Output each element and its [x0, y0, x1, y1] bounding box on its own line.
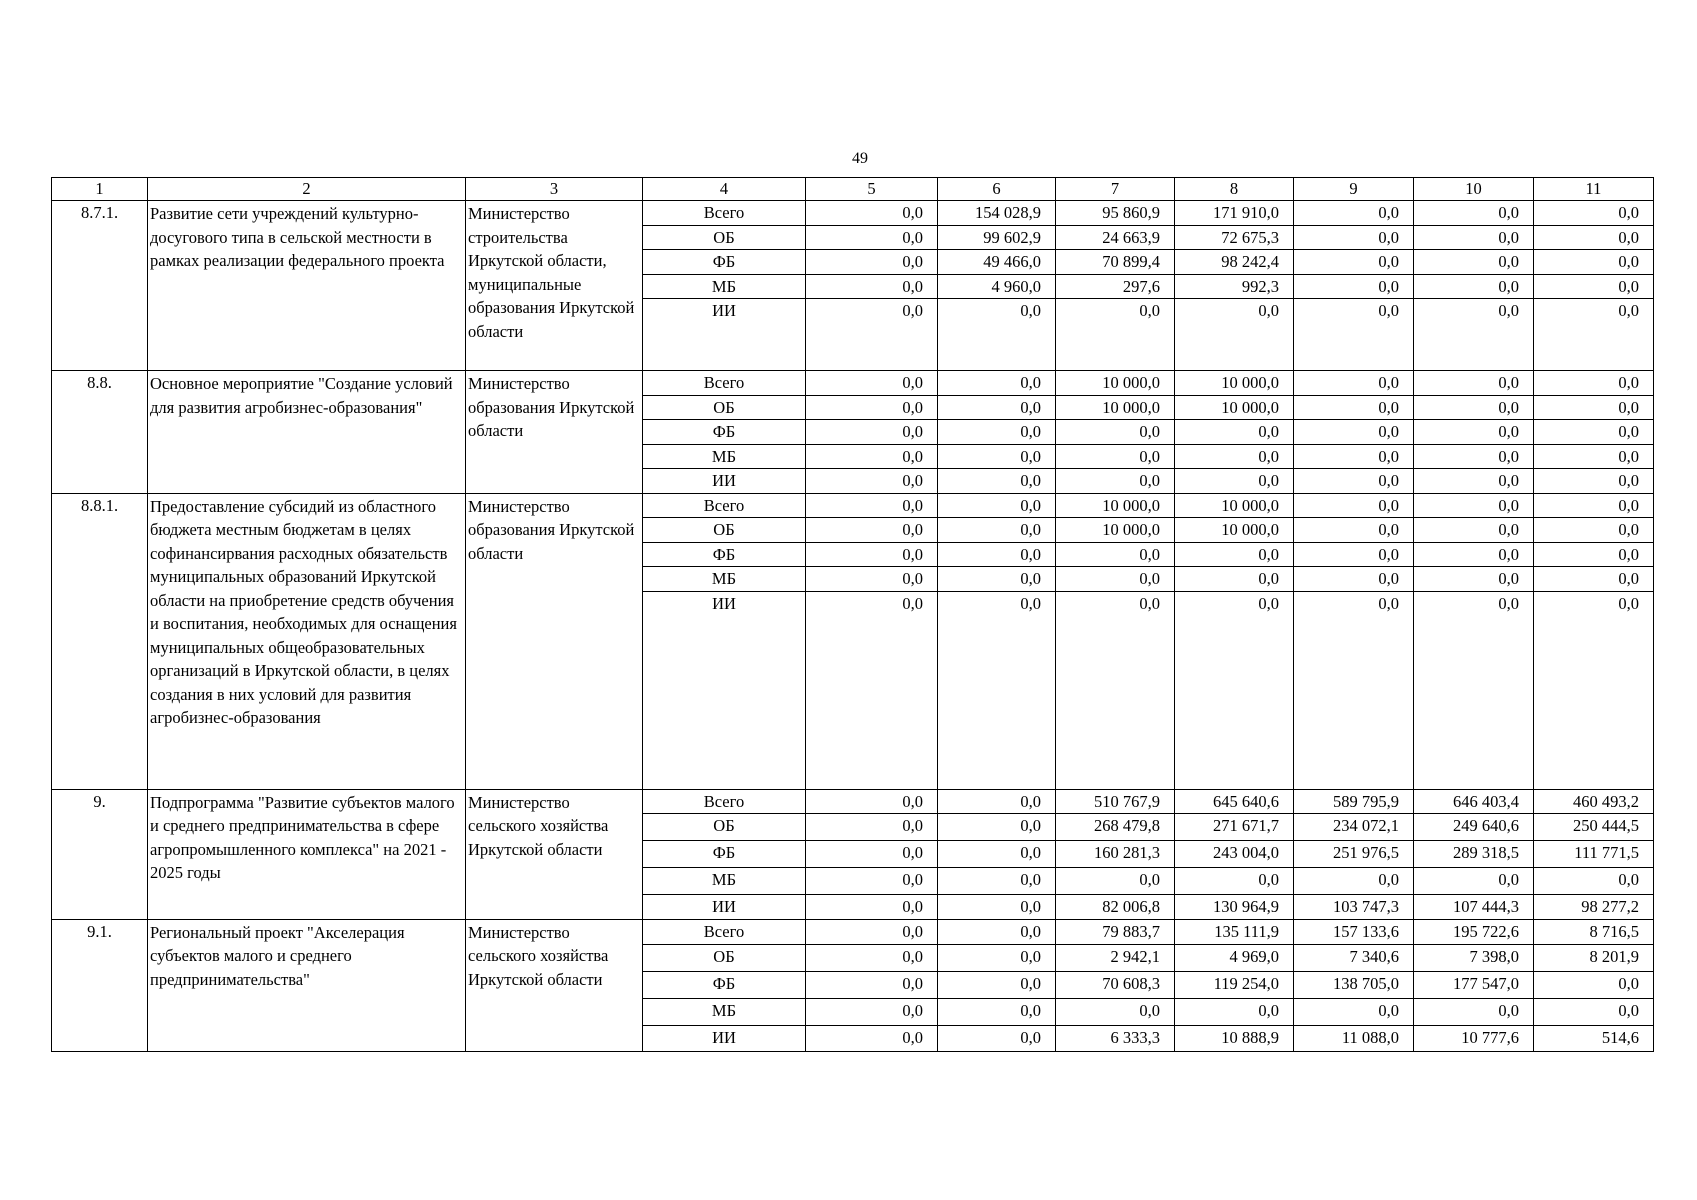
amount-cell: 0,0 — [806, 789, 938, 814]
table-row — [52, 493, 1654, 518]
amount-cell: 0,0 — [1294, 201, 1414, 226]
amount-cell: 0,0 — [1294, 469, 1414, 494]
table-header — [52, 178, 1654, 201]
amount-cell: 0,0 — [1534, 371, 1654, 396]
item-number: 8.7.1. — [52, 201, 148, 371]
amount-cell: 0,0 — [1534, 493, 1654, 518]
amount-cell: 460 493,2 — [1534, 789, 1654, 814]
amount-cell: 0,0 — [806, 895, 938, 920]
amount-cell: 95 860,9 — [1056, 201, 1175, 226]
funding-source: МБ — [643, 868, 806, 895]
responsible-executor: Министерство строительства Иркутской области, муниципальные образования Иркутской области — [466, 201, 643, 371]
amount-cell: 289 318,5 — [1414, 841, 1534, 868]
amount-cell: 103 747,3 — [1294, 895, 1414, 920]
amount-cell: 0,0 — [1294, 274, 1414, 299]
amount-cell: 138 705,0 — [1294, 971, 1414, 998]
amount-cell: 11 088,0 — [1294, 1025, 1414, 1051]
amount-cell: 0,0 — [1414, 444, 1534, 469]
amount-cell: 0,0 — [806, 1025, 938, 1051]
amount-cell: 0,0 — [1294, 371, 1414, 396]
amount-cell: 0,0 — [1534, 591, 1654, 789]
amount-cell: 10 000,0 — [1175, 371, 1294, 396]
amount-cell: 157 133,6 — [1294, 919, 1414, 944]
amount-cell: 0,0 — [806, 841, 938, 868]
amount-cell: 10 000,0 — [1175, 493, 1294, 518]
item-name: Подпрограмма "Развитие субъектов малого и среднего предпринимательства в сфере агропромышленного комплекса" на 2021 - 2025 годы — [148, 789, 466, 919]
amount-cell: 160 281,3 — [1056, 841, 1175, 868]
amount-cell: 0,0 — [938, 567, 1056, 592]
amount-cell: 0,0 — [1534, 225, 1654, 250]
responsible-executor: Министерство сельского хозяйства Иркутской области — [466, 919, 643, 1051]
amount-cell: 0,0 — [1294, 420, 1414, 445]
header-row — [52, 178, 1654, 201]
amount-cell: 0,0 — [1414, 395, 1534, 420]
funding-source: ИИ — [643, 591, 806, 789]
amount-cell: 107 444,3 — [1414, 895, 1534, 920]
amount-cell: 0,0 — [938, 542, 1056, 567]
amount-cell: 0,0 — [1175, 868, 1294, 895]
amount-cell: 0,0 — [1414, 225, 1534, 250]
amount-cell: 0,0 — [938, 493, 1056, 518]
amount-cell: 0,0 — [1414, 493, 1534, 518]
amount-cell: 0,0 — [806, 567, 938, 592]
amount-cell: 0,0 — [1414, 591, 1534, 789]
amount-cell: 99 602,9 — [938, 225, 1056, 250]
funding-source: ФБ — [643, 542, 806, 567]
amount-cell: 0,0 — [1414, 567, 1534, 592]
amount-cell: 98 242,4 — [1175, 250, 1294, 275]
amount-cell: 0,0 — [1414, 868, 1534, 895]
amount-cell: 195 722,6 — [1414, 919, 1534, 944]
amount-cell: 646 403,4 — [1414, 789, 1534, 814]
amount-cell: 0,0 — [1294, 299, 1414, 371]
amount-cell: 0,0 — [1534, 201, 1654, 226]
amount-cell: 8 716,5 — [1534, 919, 1654, 944]
column-header: 10 — [1414, 178, 1534, 201]
amount-cell: 0,0 — [1056, 591, 1175, 789]
amount-cell: 0,0 — [806, 998, 938, 1025]
amount-cell: 6 333,3 — [1056, 1025, 1175, 1051]
amount-cell: 111 771,5 — [1534, 841, 1654, 868]
amount-cell: 250 444,5 — [1534, 814, 1654, 841]
funding-source: Всего — [643, 201, 806, 226]
amount-cell: 0,0 — [1056, 868, 1175, 895]
amount-cell: 0,0 — [938, 944, 1056, 971]
amount-cell: 0,0 — [1294, 395, 1414, 420]
amount-cell: 10 000,0 — [1056, 493, 1175, 518]
column-header: 6 — [938, 178, 1056, 201]
funding-source: ОБ — [643, 814, 806, 841]
funding-source: ФБ — [643, 971, 806, 998]
column-header: 7 — [1056, 178, 1175, 201]
amount-cell: 0,0 — [1294, 225, 1414, 250]
amount-cell: 0,0 — [806, 444, 938, 469]
amount-cell: 0,0 — [1414, 469, 1534, 494]
amount-cell: 234 072,1 — [1294, 814, 1414, 841]
funding-source: Всего — [643, 789, 806, 814]
amount-cell: 0,0 — [1175, 420, 1294, 445]
amount-cell: 243 004,0 — [1175, 841, 1294, 868]
amount-cell: 0,0 — [1294, 542, 1414, 567]
amount-cell: 7 398,0 — [1414, 944, 1534, 971]
amount-cell: 0,0 — [938, 1025, 1056, 1051]
amount-cell: 0,0 — [1056, 469, 1175, 494]
amount-cell: 2 942,1 — [1056, 944, 1175, 971]
amount-cell: 24 663,9 — [1056, 225, 1175, 250]
funding-source: ИИ — [643, 299, 806, 371]
amount-cell: 0,0 — [1534, 868, 1654, 895]
amount-cell: 10 000,0 — [1056, 395, 1175, 420]
amount-cell: 10 888,9 — [1175, 1025, 1294, 1051]
amount-cell: 0,0 — [938, 814, 1056, 841]
amount-cell: 0,0 — [938, 789, 1056, 814]
item-name: Основное мероприятие "Создание условий для развития агробизнес-образования" — [148, 371, 466, 494]
amount-cell: 0,0 — [1414, 201, 1534, 226]
amount-cell: 0,0 — [1294, 567, 1414, 592]
funding-source: ОБ — [643, 944, 806, 971]
column-header: 4 — [643, 178, 806, 201]
amount-cell: 0,0 — [1056, 299, 1175, 371]
column-header: 9 — [1294, 178, 1414, 201]
funding-source: Всего — [643, 371, 806, 396]
table-row — [52, 371, 1654, 396]
amount-cell: 10 000,0 — [1056, 518, 1175, 543]
amount-cell: 0,0 — [806, 868, 938, 895]
amount-cell: 0,0 — [1175, 299, 1294, 371]
amount-cell: 10 000,0 — [1175, 395, 1294, 420]
amount-cell: 0,0 — [1534, 469, 1654, 494]
amount-cell: 0,0 — [938, 518, 1056, 543]
item-number: 8.8.1. — [52, 493, 148, 789]
item-name: Предоставление субсидий из областного бюджета местным бюджетам в целях софинансирвания расходных обязательств муниципальных образований Иркутской области на приобретение средств обучения и воспитания, необходимых для оснащения муниципальных общеобразовательных организаций в Иркутской области, в целях создания в них условий для развития агробизнес-образования — [148, 493, 466, 789]
amount-cell: 0,0 — [1294, 444, 1414, 469]
amount-cell: 0,0 — [938, 371, 1056, 396]
funding-source: ИИ — [643, 469, 806, 494]
amount-cell: 0,0 — [806, 250, 938, 275]
amount-cell: 0,0 — [806, 944, 938, 971]
item-number: 9.1. — [52, 919, 148, 1051]
amount-cell: 0,0 — [1175, 591, 1294, 789]
funding-source: МБ — [643, 444, 806, 469]
budget-table — [51, 177, 1654, 1052]
amount-cell: 130 964,9 — [1175, 895, 1294, 920]
amount-cell: 10 000,0 — [1056, 371, 1175, 396]
amount-cell: 0,0 — [1414, 299, 1534, 371]
amount-cell: 0,0 — [1294, 493, 1414, 518]
amount-cell: 0,0 — [1294, 250, 1414, 275]
amount-cell: 4 960,0 — [938, 274, 1056, 299]
amount-cell: 645 640,6 — [1175, 789, 1294, 814]
funding-source: ФБ — [643, 841, 806, 868]
amount-cell: 0,0 — [938, 395, 1056, 420]
item-name: Развитие сети учреждений культурно-досугового типа в сельской местности в рамках реализации федерального проекта — [148, 201, 466, 371]
amount-cell: 0,0 — [1414, 518, 1534, 543]
funding-source: Всего — [643, 919, 806, 944]
amount-cell: 271 671,7 — [1175, 814, 1294, 841]
responsible-executor: Министерство сельского хозяйства Иркутской области — [466, 789, 643, 919]
amount-cell: 0,0 — [938, 919, 1056, 944]
amount-cell: 0,0 — [806, 493, 938, 518]
column-header: 1 — [52, 178, 148, 201]
amount-cell: 0,0 — [1534, 420, 1654, 445]
table-body — [52, 201, 1654, 1052]
page-number: 49 — [852, 150, 868, 167]
amount-cell: 0,0 — [1534, 518, 1654, 543]
item-number: 8.8. — [52, 371, 148, 494]
table-row — [52, 201, 1654, 226]
table-row — [52, 919, 1654, 944]
amount-cell: 0,0 — [938, 971, 1056, 998]
amount-cell: 0,0 — [1414, 250, 1534, 275]
amount-cell: 0,0 — [1414, 542, 1534, 567]
amount-cell: 0,0 — [1056, 444, 1175, 469]
funding-source: МБ — [643, 274, 806, 299]
amount-cell: 0,0 — [1175, 998, 1294, 1025]
amount-cell: 0,0 — [1534, 395, 1654, 420]
amount-cell: 98 277,2 — [1534, 895, 1654, 920]
amount-cell: 0,0 — [1534, 250, 1654, 275]
amount-cell: 0,0 — [1056, 567, 1175, 592]
amount-cell: 0,0 — [1294, 998, 1414, 1025]
amount-cell: 0,0 — [1175, 542, 1294, 567]
amount-cell: 0,0 — [806, 814, 938, 841]
funding-source: ОБ — [643, 395, 806, 420]
amount-cell: 589 795,9 — [1294, 789, 1414, 814]
amount-cell: 0,0 — [1534, 998, 1654, 1025]
amount-cell: 0,0 — [1175, 444, 1294, 469]
amount-cell: 0,0 — [1175, 567, 1294, 592]
amount-cell: 135 111,9 — [1175, 919, 1294, 944]
amount-cell: 0,0 — [1534, 274, 1654, 299]
funding-source: ИИ — [643, 1025, 806, 1051]
amount-cell: 268 479,8 — [1056, 814, 1175, 841]
amount-cell: 177 547,0 — [1414, 971, 1534, 998]
amount-cell: 82 006,8 — [1056, 895, 1175, 920]
amount-cell: 10 000,0 — [1175, 518, 1294, 543]
amount-cell: 0,0 — [938, 841, 1056, 868]
column-header: 2 — [148, 178, 466, 201]
amount-cell: 0,0 — [806, 518, 938, 543]
column-header: 5 — [806, 178, 938, 201]
amount-cell: 0,0 — [938, 469, 1056, 494]
amount-cell: 79 883,7 — [1056, 919, 1175, 944]
amount-cell: 0,0 — [1294, 591, 1414, 789]
funding-source: ОБ — [643, 225, 806, 250]
responsible-executor: Министерство образования Иркутской области — [466, 493, 643, 789]
amount-cell: 0,0 — [938, 998, 1056, 1025]
funding-source: ИИ — [643, 895, 806, 920]
amount-cell: 0,0 — [1414, 420, 1534, 445]
amount-cell: 0,0 — [806, 542, 938, 567]
amount-cell: 0,0 — [806, 274, 938, 299]
amount-cell: 0,0 — [1534, 542, 1654, 567]
amount-cell: 154 028,9 — [938, 201, 1056, 226]
amount-cell: 514,6 — [1534, 1025, 1654, 1051]
amount-cell: 4 969,0 — [1175, 944, 1294, 971]
amount-cell: 0,0 — [938, 591, 1056, 789]
item-number: 9. — [52, 789, 148, 919]
amount-cell: 0,0 — [938, 420, 1056, 445]
amount-cell: 249 640,6 — [1414, 814, 1534, 841]
amount-cell: 0,0 — [1294, 518, 1414, 543]
amount-cell: 0,0 — [1056, 542, 1175, 567]
amount-cell: 0,0 — [1534, 567, 1654, 592]
amount-cell: 251 976,5 — [1294, 841, 1414, 868]
amount-cell: 0,0 — [806, 225, 938, 250]
amount-cell: 0,0 — [806, 201, 938, 226]
amount-cell: 0,0 — [806, 971, 938, 998]
amount-cell: 8 201,9 — [1534, 944, 1654, 971]
amount-cell: 0,0 — [1056, 420, 1175, 445]
amount-cell: 10 777,6 — [1414, 1025, 1534, 1051]
column-header: 11 — [1534, 178, 1654, 201]
funding-source: МБ — [643, 567, 806, 592]
amount-cell: 0,0 — [806, 591, 938, 789]
amount-cell: 0,0 — [938, 868, 1056, 895]
item-name: Региональный проект "Акселерация субъектов малого и среднего предпринимательства" — [148, 919, 466, 1051]
amount-cell: 0,0 — [1056, 998, 1175, 1025]
amount-cell: 0,0 — [806, 299, 938, 371]
amount-cell: 171 910,0 — [1175, 201, 1294, 226]
funding-source: Всего — [643, 493, 806, 518]
amount-cell: 119 254,0 — [1175, 971, 1294, 998]
amount-cell: 70 608,3 — [1056, 971, 1175, 998]
amount-cell: 0,0 — [1294, 868, 1414, 895]
column-header: 3 — [466, 178, 643, 201]
column-header: 8 — [1175, 178, 1294, 201]
funding-source: МБ — [643, 998, 806, 1025]
amount-cell: 0,0 — [1534, 299, 1654, 371]
funding-source: ФБ — [643, 250, 806, 275]
amount-cell: 72 675,3 — [1175, 225, 1294, 250]
amount-cell: 0,0 — [806, 919, 938, 944]
responsible-executor: Министерство образования Иркутской области — [466, 371, 643, 494]
amount-cell: 0,0 — [1414, 274, 1534, 299]
amount-cell: 7 340,6 — [1294, 944, 1414, 971]
amount-cell: 0,0 — [1414, 998, 1534, 1025]
amount-cell: 49 466,0 — [938, 250, 1056, 275]
amount-cell: 0,0 — [1414, 371, 1534, 396]
funding-source: ОБ — [643, 518, 806, 543]
funding-source: ФБ — [643, 420, 806, 445]
amount-cell: 0,0 — [938, 895, 1056, 920]
amount-cell: 0,0 — [806, 420, 938, 445]
amount-cell: 0,0 — [806, 371, 938, 396]
amount-cell: 0,0 — [806, 469, 938, 494]
amount-cell: 70 899,4 — [1056, 250, 1175, 275]
amount-cell: 0,0 — [1175, 469, 1294, 494]
table-row — [52, 789, 1654, 814]
amount-cell: 0,0 — [1534, 444, 1654, 469]
amount-cell: 0,0 — [938, 444, 1056, 469]
amount-cell: 0,0 — [806, 395, 938, 420]
amount-cell: 510 767,9 — [1056, 789, 1175, 814]
amount-cell: 992,3 — [1175, 274, 1294, 299]
amount-cell: 297,6 — [1056, 274, 1175, 299]
amount-cell: 0,0 — [1534, 971, 1654, 998]
amount-cell: 0,0 — [938, 299, 1056, 371]
